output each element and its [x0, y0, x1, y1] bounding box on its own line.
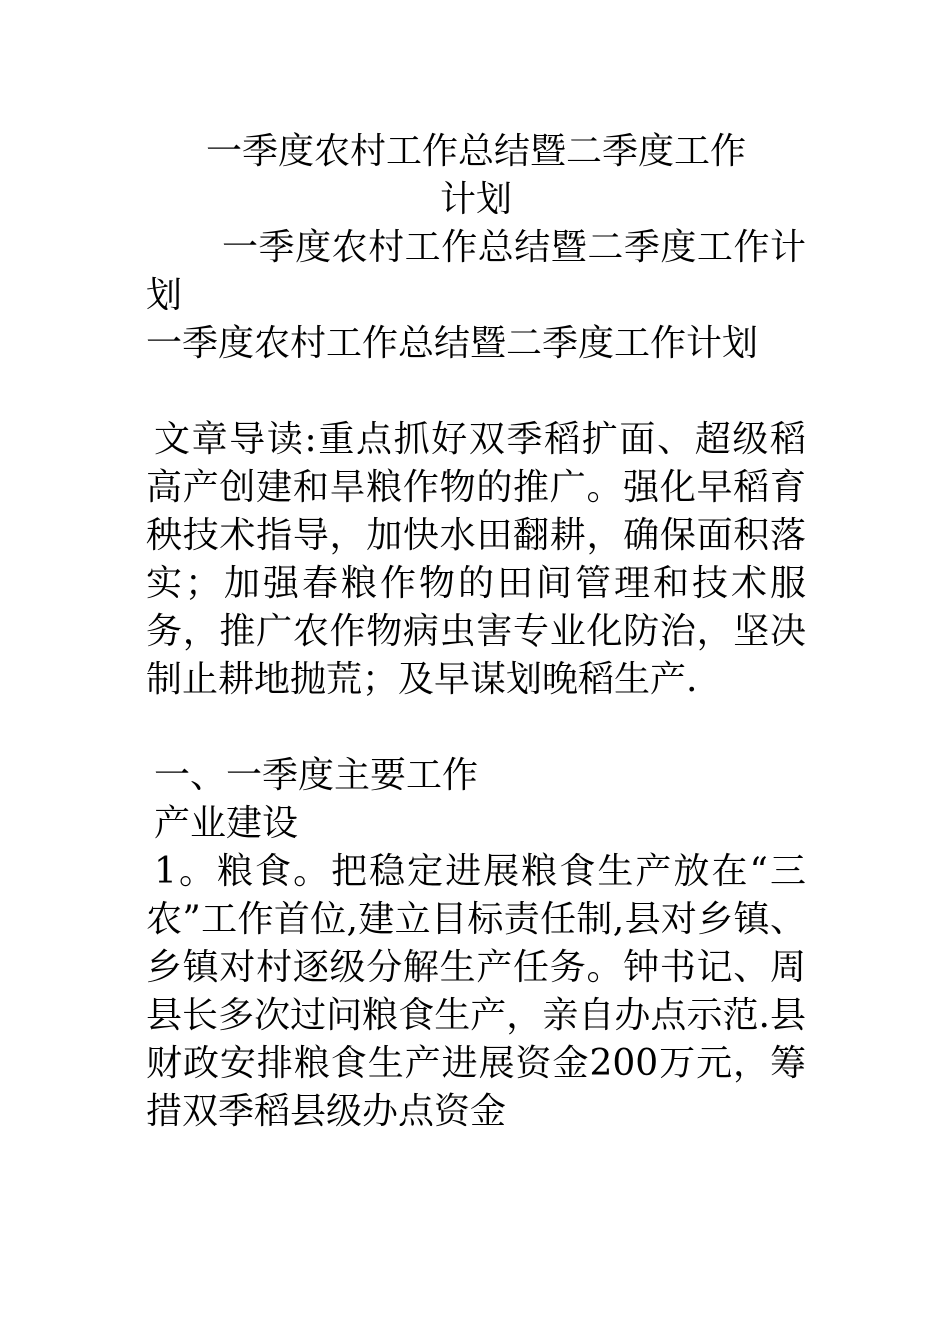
subsection-heading: 产业建设	[154, 803, 299, 844]
blank-line	[146, 368, 806, 416]
document-title	[146, 128, 806, 224]
blank-line	[146, 704, 806, 752]
document-page	[146, 128, 806, 1136]
section-heading: 一、一季度主要工作	[154, 755, 479, 796]
title-line-1: 一季度农村工作总结暨二季度工作	[205, 131, 746, 172]
repeat-title-text: 一季度农村工作总结暨二季度工作计划	[146, 323, 759, 364]
subtitle-text: 一季度农村工作总结暨二季度工作计划	[146, 227, 806, 316]
body-paragraph: 1。粮食。把稳定进展粮食生产放在“三农”工作首位,建立目标责任制,县对乡镇、乡镇对村逐级分解生产任务。钟书记、周县长多次过问粮食生产，亲自办点示范.县财政安排粮食生产进展资金200万元，筹措双季稻县级办点资金	[146, 851, 806, 1132]
title-line-2: 计划	[439, 179, 512, 220]
intro-paragraph: 文章导读:重点抓好双季稻扩面、超级稻高产创建和旱粮作物的推广。强化早稻育秧技术指导，加快水田翻耕，确保面积落实；加强春粮作物的田间管理和技术服务，推广农作物病虫害专业化防治，坚决制止耕地抛荒；及早谋划晚稻生产.	[146, 419, 806, 700]
